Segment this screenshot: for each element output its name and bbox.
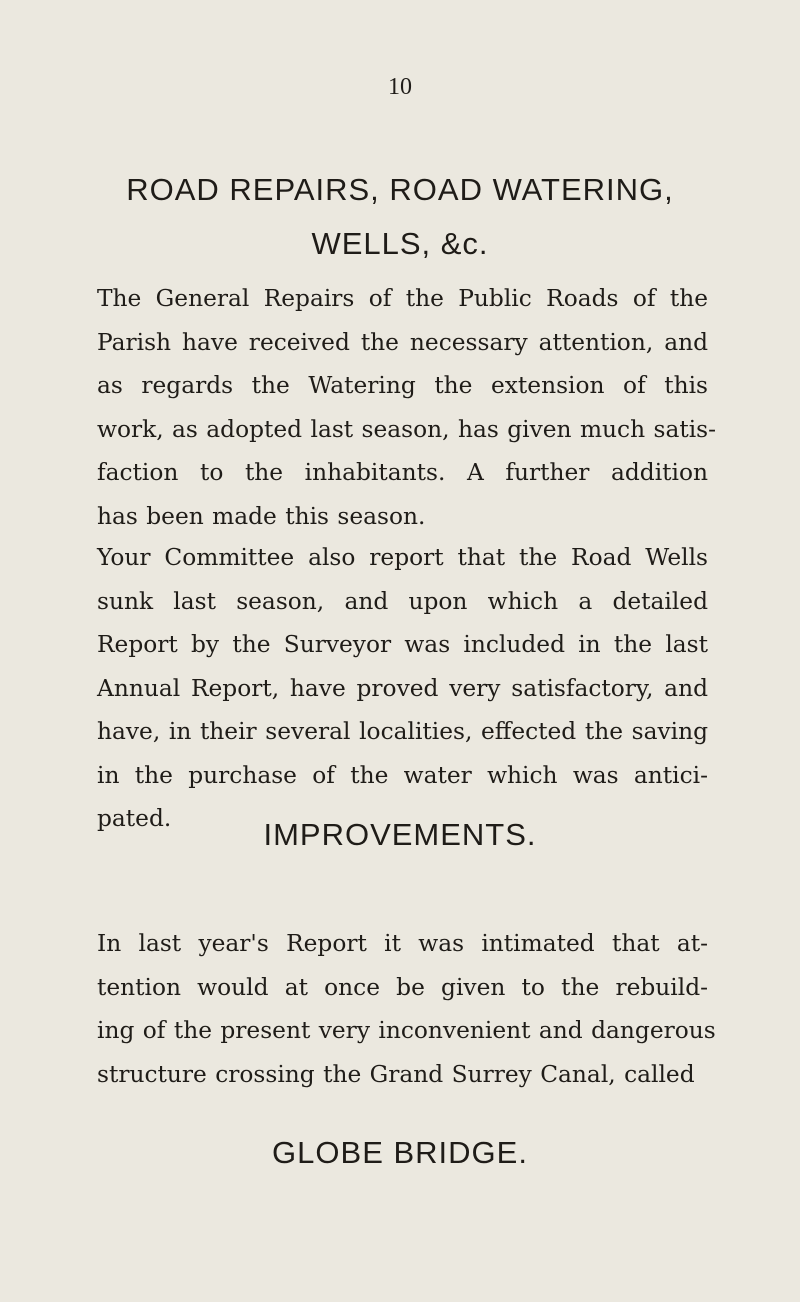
page-number: 10 xyxy=(388,74,412,100)
paragraph-road-repairs xyxy=(97,277,716,538)
text-line: have, in their several localities, effected the saving xyxy=(97,718,708,745)
heading-line: WELLS, &c. xyxy=(311,226,489,261)
section-heading-road-repairs xyxy=(0,163,800,271)
text-line: as regards the Watering the extension of this xyxy=(97,372,708,399)
heading-line: ROAD REPAIRS, ROAD WATERING, xyxy=(126,172,674,207)
text-line: Your Committee also report that the Road Wells xyxy=(97,544,708,571)
text-line: structure crossing the Grand Surrey Canal, called xyxy=(97,1060,695,1088)
text-line: In last year's Report it was intimated that at- xyxy=(97,930,708,957)
text-line: The General Repairs of the Public Roads of the xyxy=(97,285,708,312)
paragraph-road-wells xyxy=(97,536,708,841)
section-heading-improvements: IMPROVEMENTS. xyxy=(263,817,537,852)
paragraph-improvements xyxy=(97,922,716,1096)
text-line: pated. xyxy=(97,805,172,832)
text-line: work, as adopted last season, has given much satis- xyxy=(97,415,716,443)
text-line: Report by the Surveyor was included in the last xyxy=(97,631,708,658)
text-line: in the purchase of the water which was antici- xyxy=(97,761,708,789)
section-heading-globe-bridge: GLOBE BRIDGE. xyxy=(272,1135,528,1170)
text-line: Annual Report, have proved very satisfactory, and xyxy=(97,674,708,702)
text-line: sunk last season, and upon which a detailed xyxy=(97,587,708,615)
text-line: has been made this season. xyxy=(97,502,426,530)
text-line: faction to the inhabitants. A further addition xyxy=(97,459,708,486)
text-line: tention would at once be given to the rebuild- xyxy=(97,973,708,1001)
text-line: Parish have received the necessary attention, and xyxy=(97,328,708,356)
text-line: ing of the present very inconvenient and dangerous xyxy=(97,1017,716,1044)
